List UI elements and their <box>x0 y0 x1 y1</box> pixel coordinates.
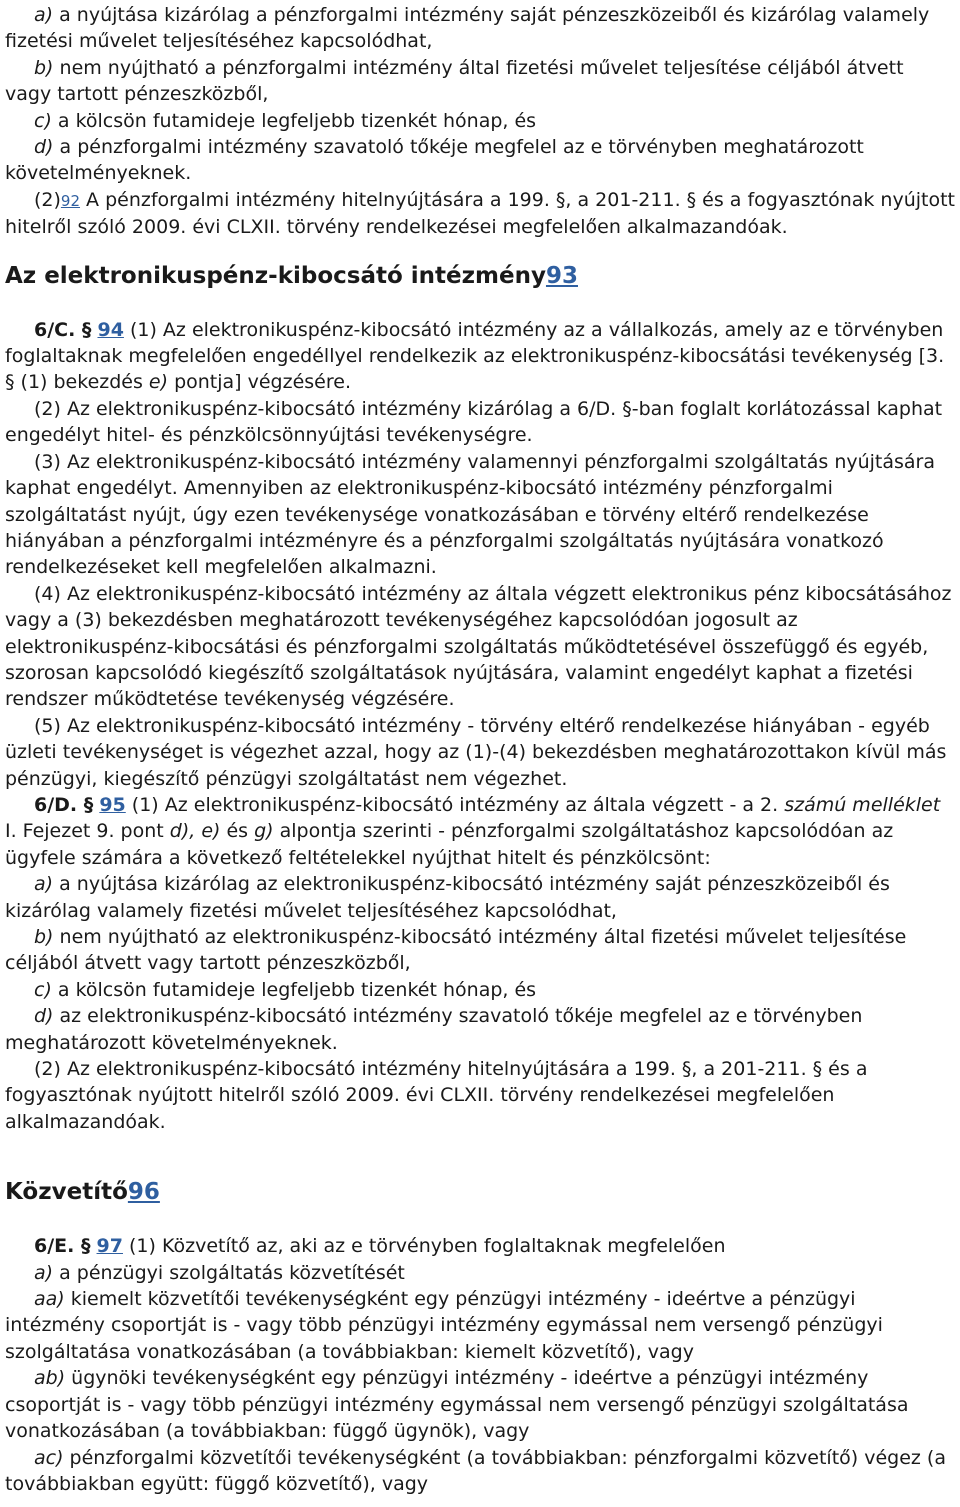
item-label: a) <box>34 4 54 26</box>
paragraph-text: (1) Közvetítő az, aki az e törvényben foglaltaknak megfelelően <box>122 1235 726 1258</box>
item-label: a) <box>34 873 54 896</box>
section-6e-ab <box>5 1365 955 1444</box>
heading-text: Közvetítő <box>5 1179 128 1206</box>
footnote-link[interactable]: 97 <box>96 1235 123 1258</box>
item-label: ab) <box>34 1367 66 1390</box>
item-text: a pénzügyi szolgáltatás közvetítését <box>53 1261 405 1284</box>
item-text: az elektronikuspénz-kibocsátó intézmény szavatoló tőkéje megfelel az e törvényben meghatározott követelményeknek. <box>5 1005 863 1054</box>
section-6e-p1 <box>5 1233 955 1259</box>
spacer <box>5 291 955 317</box>
section-6c-p4: (4) Az elektronikuspénz-kibocsátó intézmény az általa végzett elektronikus pénz kibocsátásához vagy a (3) bekezdésben meghatározott tevékenységéhez kapcsolódóan jogosult az elektronikuspénz-kibocsátási és pénzforgalmi szolgáltatás működtetésével összefüggő és egyéb, szorosan kapcsolódó kiegészítő szolgáltatások nyújtására, valamint engedélyt kaphat a fizetési rendszer működtetése tevékenység végzésére. <box>5 582 952 711</box>
item-label: d), e) <box>169 820 221 843</box>
item-text: a nyújtása kizárólag a pénzforgalmi intézmény saját pénzeszközeiből és kizárólag valamely fizetési művelet teljesítéséhez kapcsolódhat, <box>5 4 930 53</box>
paragraph-text: (1) Az elektronikuspénz-kibocsátó intézmény az a vállalkozás, amely az e törvényben foglaltaknak megfelelően engedéllyel rendelkezik az elektronikuspénz-kibocsátási tevékenység [3. § (1) bekezdés <box>5 318 945 394</box>
item-label: d) <box>34 1005 54 1028</box>
paragraph-text: (1) Az elektronikuspénz-kibocsátó intézmény az általa végzett - a 2. <box>125 793 785 816</box>
paragraph-text: alpontja szerinti - pénzforgalmi szolgáltatáshoz kapcsolódóan az ügyfele számára a következő feltételekkel nyújthat hitelt és pénzkölcsönt: <box>5 820 894 869</box>
item-label: aa) <box>34 1288 65 1311</box>
item-text: a pénzforgalmi intézmény szavatoló tőkéje megfelel az e törvényben meghatározott követelményeknek. <box>5 136 864 185</box>
item-text: a kölcsön futamideje legfeljebb tizenkét hónap, és <box>51 109 537 132</box>
section-6d-p2: (2) Az elektronikuspénz-kibocsátó intézmény hitelnyújtására a 199. §, a 201-211. § és a fogyasztónak nyújtott hitelről szóló 2009. évi CLXII. törvény rendelkezései megfelelően alkalmazandóak. <box>5 1058 868 1133</box>
item-label: b) <box>34 56 54 79</box>
section-6d-p1 <box>5 792 955 871</box>
item-label: e) <box>148 371 169 394</box>
item-text: nem nyújtható a pénzforgalmi intézmény által fizetési művelet teljesítése céljából átvett vagy tartott pénzeszközből, <box>5 56 904 106</box>
section-6d-d <box>5 1003 955 1056</box>
paragraph-text: és <box>220 820 255 843</box>
section-heading-emi <box>5 261 955 291</box>
section-6d-c <box>5 977 955 1003</box>
paragraph-1b <box>5 55 955 108</box>
section-6c-p2: (2) Az elektronikuspénz-kibocsátó intézmény kizárólag a 6/D. §-ban foglalt korlátozással kaphat engedélyt hitel- és pénzkölcsönnyújtási tevékenységre. <box>5 397 943 447</box>
heading-text: Az elektronikuspénz-kibocsátó intézmény <box>5 262 546 289</box>
item-label: ac) <box>34 1446 64 1469</box>
section-number: 6/D. § <box>34 793 94 816</box>
paragraph-2 <box>5 187 955 241</box>
item-label: b) <box>34 926 54 948</box>
item-text: ügynöki tevékenységként egy pénzügyi intézmény - ideértve a pénzügyi intézmény csoportját is - vagy több pénzügyi intézmény egymással nem versengő pénzügyi szolgáltatása vonatkozásában (a továbbiakban: függő ügynök), vagy <box>5 1367 909 1443</box>
footnote-link[interactable]: 96 <box>127 1179 160 1206</box>
item-text: nem nyújtható az elektronikuspénz-kibocsátó intézmény által fizetési művelet teljesítése céljából átvett vagy tartott pénzeszközből, <box>5 926 907 975</box>
section-6c-p3: (3) Az elektronikuspénz-kibocsátó intézmény valamennyi pénzforgalmi szolgáltatás nyújtására kaphat engedélyt. Amennyiben az elektronikuspénz-kibocsátó intézmény pénzforgalmi szolgáltatást nyújt, úgy ezen tevékenysége vonatkozásában e törvény eltérő rendelkezése hiányában a pénzforgalmi intézményre és a pénzforgalmi szolgáltatás nyújtására vonatkozó rendelkezéseket kell megfelelően alkalmazni. <box>5 450 936 579</box>
section-heading-kozvetito <box>5 1177 955 1207</box>
paragraph-text: I. Fejezet 9. pont <box>5 820 170 843</box>
section-6d-b <box>5 924 955 977</box>
paragraph-1a <box>5 2 955 55</box>
item-label: a) <box>34 1261 54 1284</box>
section-6c-p1 <box>5 317 955 396</box>
footnote-link[interactable]: 92 <box>60 191 81 210</box>
spacer <box>5 1207 955 1233</box>
section-number: 6/E. § <box>34 1235 91 1258</box>
section-6c-p5: (5) Az elektronikuspénz-kibocsátó intézmény - törvény eltérő rendelkezése hiányában - egyéb üzleti tevékenységet is végezhet azzal, hogy az (1)-(4) bekezdésben meghatározottakon kívül más pénzügyi, kiegészítő pénzügyi szolgáltatást nem végezhet. <box>5 714 947 790</box>
item-text: a nyújtása kizárólag az elektronikuspénz-kibocsátó intézmény saját pénzeszközeiből és kizárólag valamely fizetési művelet teljesítéséhez kapcsolódhat, <box>5 873 890 922</box>
footnote-link[interactable]: 95 <box>99 793 126 816</box>
item-text: kiemelt közvetítői tevékenységként egy pénzügyi intézmény - ideértve a pénzügyi intézmény csoportját is - vagy több pénzügyi intézmény egymással nem versengő pénzügyi szolgáltatása vonatkozásában (a továbbiakban: kiemelt közvetítő), vagy <box>5 1288 883 1363</box>
paragraph-number: (2) <box>34 188 61 211</box>
footnote-link[interactable]: 93 <box>545 262 578 289</box>
section-6e-a <box>5 1260 955 1286</box>
item-label: c) <box>34 978 52 1001</box>
footnote-link[interactable]: 94 <box>97 318 124 341</box>
paragraph-text: pontja] végzésére. <box>168 371 351 394</box>
section-number: 6/C. § <box>34 318 92 341</box>
item-text: pénzforgalmi közvetítői tevékenységként (a továbbiakban: pénzforgalmi közvetítő) végez (a továbbiakban együtt: függő közvetítő), vagy <box>5 1446 946 1495</box>
paragraph-1c <box>5 108 955 134</box>
paragraph-1d <box>5 134 955 187</box>
item-text: a kölcsön futamideje legfeljebb tizenkét hónap, és <box>51 978 537 1001</box>
section-6d-a <box>5 871 955 924</box>
item-label: c) <box>34 109 52 132</box>
section-6e-aa <box>5 1286 955 1365</box>
item-label: d) <box>34 136 54 159</box>
section-6e-ac <box>5 1445 955 1498</box>
paragraph-text: A pénzforgalmi intézmény hitelnyújtására a 199. §, a 201-211. § és a fogyasztónak nyújtott hitelről szóló 2009. évi CLXII. törvény rendelkezései megfelelően alkalmazandóak. <box>5 188 956 239</box>
item-label: g) <box>254 820 274 843</box>
annex-ref: számú melléklet <box>784 793 941 816</box>
